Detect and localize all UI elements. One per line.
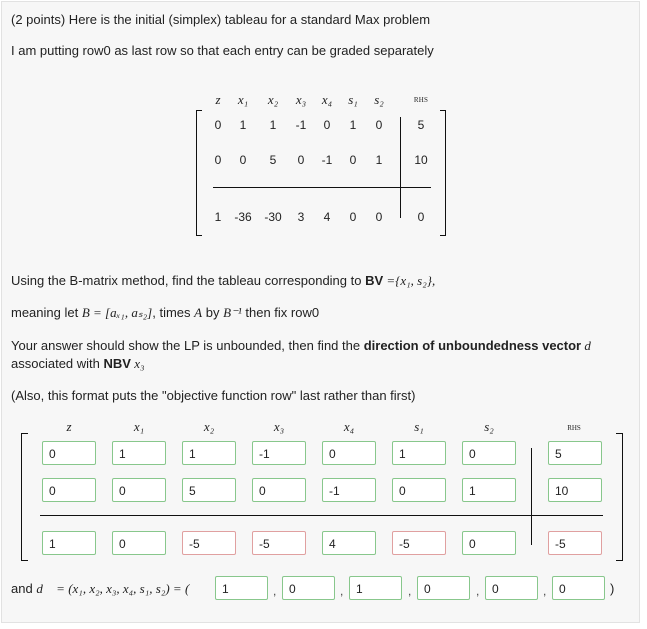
init-cell: 1 xyxy=(349,118,357,132)
init-cell: 1 xyxy=(375,153,383,167)
answer-input-r2-c1[interactable]: 0 xyxy=(112,531,166,555)
init-cell: -36 xyxy=(234,210,252,224)
answer-input-r1-c5[interactable]: 0 xyxy=(392,478,446,502)
comma-separator: , xyxy=(543,584,547,598)
answer-header-x₁: x₁ xyxy=(133,419,145,434)
instruction-text: Your answer should show the LP is unbounded, then find the xyxy=(11,338,364,353)
init-header-z: z xyxy=(215,92,221,107)
init-header-s₁: s₁ xyxy=(348,92,358,107)
init-cell: 0 xyxy=(349,210,357,224)
init-cell: 1 xyxy=(239,118,247,132)
init-cell: 0 xyxy=(349,153,357,167)
answer-header-rhs: RHS xyxy=(567,424,581,432)
answer-input-r1-c0[interactable]: 0 xyxy=(42,478,96,502)
direction-input-5[interactable]: 0 xyxy=(552,576,605,600)
answer-input-r0-c6[interactable]: 0 xyxy=(462,441,516,465)
direction-equation xyxy=(11,581,189,597)
instruction-line-5: (Also, this format puts the "objective function row" last rather than first) xyxy=(11,388,416,403)
b-inverse: B⁻¹ xyxy=(223,305,242,320)
init-header-x₁: x₁ xyxy=(237,92,249,107)
init-cell: 0 xyxy=(375,118,383,132)
answer-input-r1-c6[interactable]: 1 xyxy=(462,478,516,502)
direction-input-3[interactable]: 0 xyxy=(417,576,470,600)
instruction-text: associated with xyxy=(11,356,104,371)
answer-input-r0-c5[interactable]: 1 xyxy=(392,441,446,465)
answer-header-x₃: x₃ xyxy=(273,419,285,434)
direction-formula: d⃗ = (x₁, x₂, x₃, x₄, s₁, s₂) = ( xyxy=(36,581,190,596)
init-cell: -30 xyxy=(264,210,282,224)
row0-note: I am putting row0 as last row so that each entry can be graded separately xyxy=(11,43,434,58)
direction-input-2[interactable]: 1 xyxy=(349,576,402,600)
init-cell: 1 xyxy=(214,210,222,224)
direction-input-1[interactable]: 0 xyxy=(282,576,335,600)
init-cell: 0 xyxy=(323,118,331,132)
init-cell: 5 xyxy=(269,153,277,167)
direction-close-paren: ) xyxy=(610,581,615,596)
answer-row0-separator xyxy=(40,515,603,516)
init-cell: 0 xyxy=(297,153,305,167)
answer-header-s₂: s₂ xyxy=(484,419,494,434)
answer-input-r2-c5[interactable]: -5 xyxy=(392,531,446,555)
instruction-text: and xyxy=(11,581,37,596)
bv-label: BV xyxy=(365,273,384,288)
answer-input-r0-c0[interactable]: 0 xyxy=(42,441,96,465)
answer-right-bracket xyxy=(616,433,623,561)
init-cell: 5 xyxy=(417,118,425,132)
instruction-text: then fix row0 xyxy=(241,305,320,320)
answer-input-r2-c6[interactable]: 0 xyxy=(462,531,516,555)
init-cell: 0 xyxy=(214,118,222,132)
comma-separator: , xyxy=(408,584,412,598)
init-header-x₄: x₄ xyxy=(321,92,333,107)
init-cell: 0 xyxy=(239,153,247,167)
answer-input-r1-c2[interactable]: 5 xyxy=(182,478,236,502)
init-cell: 3 xyxy=(297,210,305,224)
init-left-bracket xyxy=(196,110,202,236)
answer-input-r0-c7[interactable]: 5 xyxy=(548,441,602,465)
init-header-s₂: s₂ xyxy=(374,92,384,107)
comma-separator: , xyxy=(340,584,344,598)
matrix-a: A xyxy=(194,305,203,320)
answer-input-r0-c3[interactable]: -1 xyxy=(252,441,306,465)
answer-input-r2-c7[interactable]: -5 xyxy=(548,531,602,555)
instruction-text: by xyxy=(202,305,224,320)
answer-left-bracket xyxy=(21,433,28,561)
instruction-line-3 xyxy=(11,338,601,354)
answer-input-r1-c3[interactable]: 0 xyxy=(252,478,306,502)
init-cell: -1 xyxy=(321,153,333,167)
instruction-text: meaning let xyxy=(11,305,82,320)
answer-input-r1-c7[interactable]: 10 xyxy=(548,478,602,502)
comma-separator: , xyxy=(273,584,277,598)
direction-input-4[interactable]: 0 xyxy=(485,576,538,600)
init-header-x₃: x₃ xyxy=(295,92,307,107)
answer-input-r0-c2[interactable]: 1 xyxy=(182,441,236,465)
init-cell: 0 xyxy=(214,153,222,167)
init-right-bracket xyxy=(440,110,446,236)
init-cell: 0 xyxy=(375,210,383,224)
question-title: (2 points) Here is the initial (simplex) tableau for a standard Max problem xyxy=(11,12,431,27)
init-cell: 4 xyxy=(323,210,331,224)
answer-input-r0-c4[interactable]: 0 xyxy=(322,441,376,465)
answer-header-z: z xyxy=(66,419,72,434)
nbv-label: NBV xyxy=(103,356,131,371)
answer-input-r1-c4[interactable]: -1 xyxy=(322,478,376,502)
init-cell: 1 xyxy=(269,118,277,132)
direction-label: direction of unboundedness vector xyxy=(363,338,582,353)
instruction-text: , times xyxy=(152,305,195,320)
instruction-text: Using the B-matrix method, find the tableau corresponding to xyxy=(11,273,366,288)
instruction-line-2 xyxy=(11,305,319,321)
answer-input-r2-c3[interactable]: -5 xyxy=(252,531,306,555)
init-rhs-separator xyxy=(400,117,401,218)
comma-separator: , xyxy=(476,584,480,598)
b-matrix-def: B = [aₓ₁, aₛ₂] xyxy=(81,305,153,320)
direction-input-0[interactable]: 1 xyxy=(215,576,268,600)
init-row0-separator xyxy=(213,187,431,188)
d-vector: d⃗ xyxy=(581,338,601,353)
answer-header-s₁: s₁ xyxy=(414,419,424,434)
answer-rhs-separator xyxy=(531,448,532,545)
answer-input-r0-c1[interactable]: 1 xyxy=(112,441,166,465)
init-cell: -1 xyxy=(295,118,307,132)
init-cell: 0 xyxy=(417,210,425,224)
answer-header-x₂: x₂ xyxy=(203,419,215,434)
nbv-var: x₃ xyxy=(130,356,145,371)
init-header-rhs: RHS xyxy=(413,96,429,104)
bv-set: ={x₁, s₂}, xyxy=(383,273,436,288)
instruction-line-1 xyxy=(11,273,435,289)
answer-input-r2-c4[interactable]: 4 xyxy=(322,531,376,555)
answer-input-r2-c2[interactable]: -5 xyxy=(182,531,236,555)
instruction-line-4 xyxy=(11,356,145,372)
answer-input-r1-c1[interactable]: 0 xyxy=(112,478,166,502)
answer-header-x₄: x₄ xyxy=(343,419,355,434)
init-header-x₂: x₂ xyxy=(267,92,279,107)
init-cell: 10 xyxy=(414,153,428,167)
answer-input-r2-c0[interactable]: 1 xyxy=(42,531,96,555)
